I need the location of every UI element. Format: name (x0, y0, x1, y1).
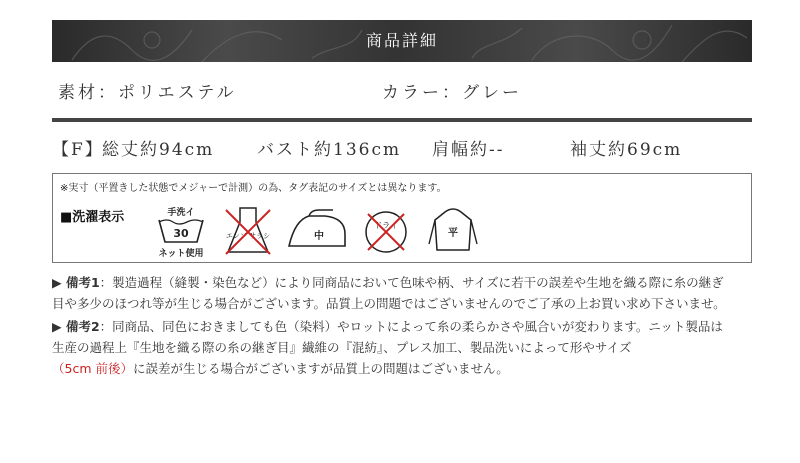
iron-medium-icon (285, 204, 349, 260)
note-2-text: ：同商品、同色におきましても色（染料）やロットによって糸の柔らかさや風合いが変わります。ニット製品は (99, 319, 723, 334)
divider (52, 118, 752, 122)
no-bleach-icon (220, 204, 276, 260)
section-header (52, 20, 752, 62)
size-shoulder: 肩幅約-- (432, 140, 505, 160)
size-sleeve: 袖丈約69cm (570, 140, 683, 160)
care-box (52, 173, 752, 263)
svg-text:手洗イ: 手洗イ (167, 208, 195, 218)
measurement-note: ※実寸（平置きした状態でメジャーで計測）の為、タグ表記のサイズとは異なります。 (60, 183, 447, 194)
size-bust: バスト約136cm (257, 140, 402, 160)
svg-text:30: 30 (173, 227, 189, 240)
note-2-text-cont: 生産の過程上『生地を織る際の糸の継ぎ目』繊維の『混紡』、プレス加工、製品洗いによって形やサイズ (52, 340, 632, 355)
note-1-label: ▶ 備考1 (52, 275, 100, 290)
flat-dry-icon (425, 204, 481, 260)
no-dry-clean-icon (358, 204, 414, 260)
spec-row (52, 68, 752, 108)
note-2-size-tolerance: （5cm 前後） (52, 361, 133, 376)
size-length: 総丈約94cm (102, 140, 215, 160)
size-label: 【F】 (52, 140, 104, 160)
note-1-text: ：製造過程（縫製・染色など）により同商品において色味や柄、サイズに若干の誤差や生地を織る際に糸の継ぎ (99, 275, 724, 290)
note-2-text-end: に誤差が生じる場合がございますが品質上の問題はございません。 (132, 361, 509, 376)
svg-text:ドライ: ドライ (374, 221, 398, 230)
hand-wash-icon (153, 204, 209, 260)
note-1-text-cont: 目や多少のほつれ等が生じる場合がございます。品質上の問題ではございませんのでご了承の上お買い求め下さいませ。 (52, 296, 726, 311)
color-spec: カラー：グレー (382, 83, 522, 103)
svg-text:エンソ サラシ: エンソ サラシ (225, 232, 271, 240)
note-2-label: ▶ 備考2 (52, 319, 100, 334)
note-2 (52, 316, 762, 379)
size-row (52, 135, 752, 161)
svg-text:中: 中 (314, 231, 324, 242)
care-heading: ■洗濯表示 (60, 210, 125, 225)
material-spec: 素材：ポリエステル (58, 83, 237, 103)
notes-section (52, 272, 762, 379)
header-title: 商品詳細 (365, 31, 438, 50)
svg-text:ネット使用: ネット使用 (158, 249, 204, 259)
note-1 (52, 272, 762, 314)
svg-text:平: 平 (448, 228, 458, 239)
